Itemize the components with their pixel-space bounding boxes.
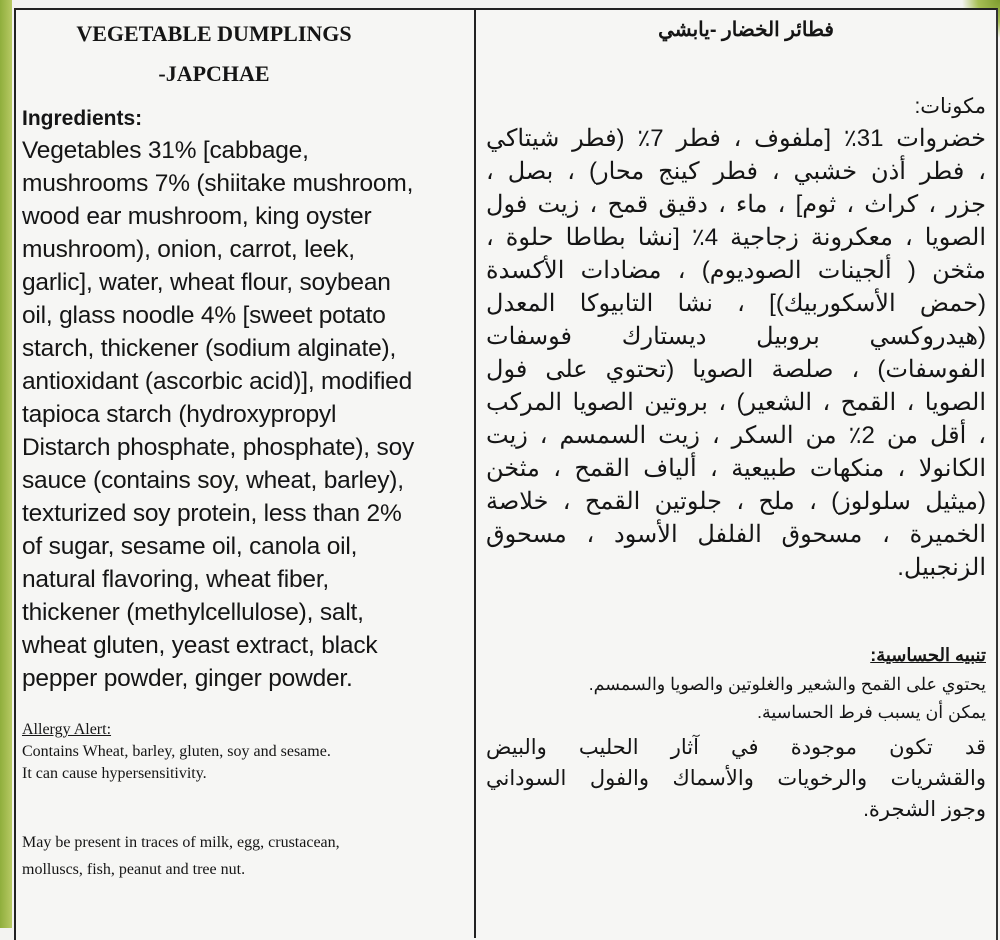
ingredients-list xyxy=(22,134,472,695)
ingredient-line: starch, thickener (sodium alginate), xyxy=(22,335,397,362)
arabic-allergy-heading: تنبيه الحساسية: xyxy=(870,645,986,665)
ingredient-line: tapioca starch (hydroxypropyl xyxy=(22,401,337,428)
arabic-ingredient-line: الخميرة ، مسحوق الفلفل الأسود ، مسحوق xyxy=(486,521,986,548)
ingredient-line: thickener (methylcellulose), salt, xyxy=(22,599,364,626)
ingredient-line: wheat gluten, yeast extract, black xyxy=(22,632,378,659)
arabic-ingredient-line: مثخن ( ألجينات الصوديوم) ، مضادات الأكسدة xyxy=(486,257,986,284)
traces-line: molluscs, fish, peanut and tree nut. xyxy=(22,861,246,878)
ingredient-line: antioxidant (ascorbic acid)], modified xyxy=(22,368,413,395)
arabic-ingredient-line: الكانولا ، منكهات طبيعية ، ألياف القمح ، مثخن xyxy=(486,455,986,482)
arabic-traces-line: والقشريات والرخويات والأسماك والفول السوداني xyxy=(486,767,986,790)
arabic-ingredient-line: ، أقل من 2٪ من السكر ، زيت السمسم ، زيت xyxy=(486,422,986,449)
allergy-text xyxy=(22,741,472,785)
arabic-product-title: فطائر الخضار -يابشي xyxy=(658,19,834,41)
allergy-line: Contains Wheat, barley, gluten, soy and sesame. xyxy=(22,743,331,760)
ingredient-line: wood ear mushroom, king oyster xyxy=(22,203,372,230)
ingredient-line: mushrooms 7% (shiitake mushroom, xyxy=(22,170,414,197)
arabic-allergy-line: يمكن أن يسبب فرط الحساسية. xyxy=(757,702,986,722)
arabic-ingredient-line: الصويا ، معكرونة زجاجية 4٪ [نشا بطاطا حلوة ، xyxy=(486,224,986,251)
ingredient-line: Vegetables 31% [cabbage, xyxy=(22,137,309,164)
column-divider xyxy=(474,8,476,938)
arabic-allergy-line: يحتوي على القمح والشعير والغلوتين والصويا والسمسم. xyxy=(588,674,986,694)
ingredient-line: texturized soy protein, less than 2% xyxy=(22,500,402,527)
arabic-ingredient-line: (ميثيل سلولوز) ، ملح ، جلوتين القمح ، خلاصة xyxy=(486,488,986,515)
ingredient-line: natural flavoring, wheat fiber, xyxy=(22,566,330,593)
ingredient-line: pepper powder, ginger powder. xyxy=(22,665,353,692)
arabic-ingredient-line: ، فطر أذن خشبي ، فطر كينج محار) ، بصل ، xyxy=(486,158,986,185)
arabic-ingredient-line: الصويا ، القمح ، الشعير) ، بروتين الصويا المركب xyxy=(486,389,986,416)
arabic-ingredient-line: (هيدروكسي بروبيل ديستارك فوسفات xyxy=(486,323,986,350)
ingredient-line: Distarch phosphate, phosphate), soy xyxy=(22,434,415,461)
product-title-line1: VEGETABLE DUMPLINGS xyxy=(76,21,352,46)
ingredient-line: mushroom), onion, carrot, leek, xyxy=(22,236,355,263)
ingredient-line: of sugar, sesame oil, canola oil, xyxy=(22,533,358,560)
product-title-line2: -JAPCHAE xyxy=(158,61,270,86)
arabic-ingredient-line: الفوسفات) ، صلصة الصويا (تحتوي على فول xyxy=(486,356,986,383)
english-column xyxy=(22,14,472,883)
package-green-edge xyxy=(0,0,12,928)
arabic-column xyxy=(486,12,986,825)
traces-line: May be present in traces of milk, egg, crustacean, xyxy=(22,834,340,851)
allergy-line: It can cause hypersensitivity. xyxy=(22,765,207,782)
arabic-allergy-text xyxy=(486,670,986,726)
arabic-ingredients-list xyxy=(486,122,986,584)
arabic-traces-text xyxy=(486,732,986,825)
ingredients-heading: Ingredients: xyxy=(22,107,143,130)
arabic-ingredient-line: خضروات 31٪ [ملفوف ، فطر 7٪ (فطر شيتاكي xyxy=(486,125,986,152)
arabic-ingredient-line: جزر ، كراث ، ثوم] ، ماء ، دقيق قمح ، زيت فول xyxy=(486,191,986,218)
ingredient-line: garlic], water, wheat flour, soybean xyxy=(22,269,391,296)
arabic-ingredient-line: الزنجبيل. xyxy=(897,554,986,581)
allergy-heading: Allergy Alert: xyxy=(22,721,112,738)
arabic-ingredients-heading: مكونات: xyxy=(914,95,986,118)
arabic-traces-line: وجوز الشجرة. xyxy=(863,798,986,821)
arabic-ingredient-line: (حمض الأسكوربيك)] ، نشا التابيوكا المعدل xyxy=(486,290,986,317)
ingredient-line: sauce (contains soy, wheat, barley), xyxy=(22,467,404,494)
ingredient-line: oil, glass noodle 4% [sweet potato xyxy=(22,302,386,329)
traces-text xyxy=(22,829,472,883)
arabic-traces-line: قد تكون موجودة في آثار الحليب والبيض xyxy=(486,736,986,759)
